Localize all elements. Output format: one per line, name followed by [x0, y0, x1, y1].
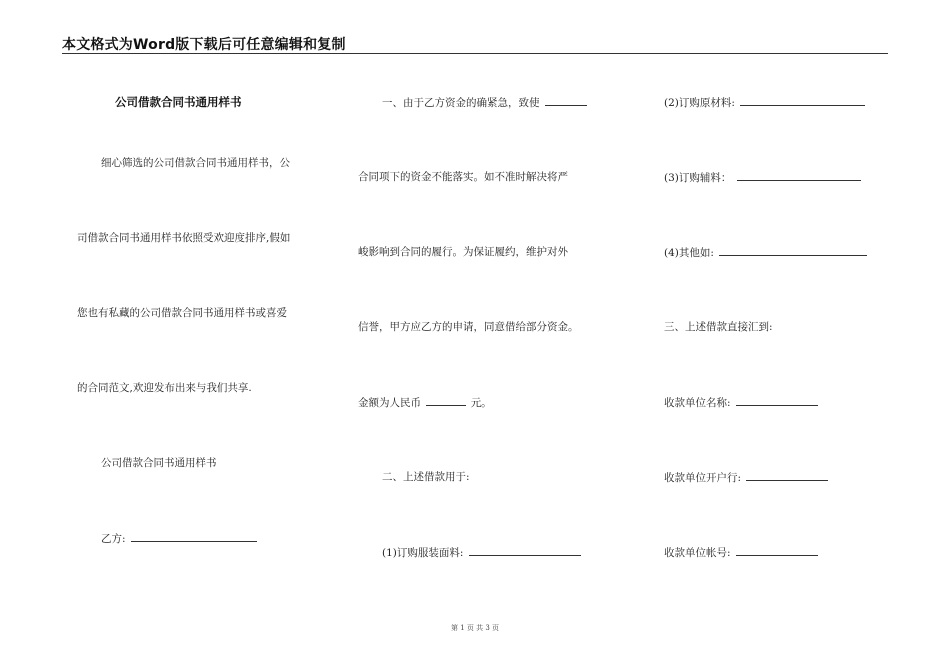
clause1-line-4: 信誉，甲方应乙方的申请，同意借给部分资金。: [358, 321, 579, 333]
item2-blank[interactable]: [740, 94, 865, 106]
amount-row: [358, 394, 492, 410]
payee-name-label: 收款单位名称:: [664, 397, 731, 409]
header-divider: [62, 53, 888, 54]
item4-label: (4)其他如:: [664, 247, 714, 259]
item4-blank[interactable]: [719, 244, 867, 256]
clause1-line-1-row: [382, 94, 587, 110]
party-b-label: 乙方:: [101, 533, 126, 545]
payee-account-label: 收款单位帐号:: [664, 547, 731, 559]
clause1-line-1: 一、由于乙方资金的确紧急，致使: [382, 97, 540, 109]
payee-account-row: [664, 544, 818, 560]
item1-blank[interactable]: [469, 544, 581, 556]
payee-account-blank[interactable]: [736, 544, 818, 556]
intro-line-1: 细心筛选的公司借款合同书通用样书，公: [101, 157, 290, 169]
payee-bank-row: [664, 469, 828, 485]
amount-blank[interactable]: [426, 394, 466, 406]
item1-label: (1)订购服装面料:: [382, 547, 464, 559]
payee-name-blank[interactable]: [736, 394, 818, 406]
amount-suffix: 元。: [470, 397, 492, 409]
item3-row: [664, 169, 861, 185]
item2-row: [664, 94, 865, 110]
amount-prefix: 金额为人民币: [358, 397, 421, 409]
contract-title: 公司借款合同书通用样书: [115, 95, 242, 109]
intro-line-4: 的合同范文,欢迎发布出来与我们共享.: [77, 382, 252, 394]
party-b-row: [101, 530, 257, 546]
section2-heading: 二、上述借款用于:: [382, 471, 470, 483]
item2-label: (2)订购原材料:: [664, 97, 735, 109]
item3-blank[interactable]: [737, 169, 861, 181]
intro-line-3: 您也有私藏的公司借款合同书通用样书或喜爱: [77, 307, 287, 319]
party-b-blank[interactable]: [131, 530, 257, 542]
clause1-line-3: 峻影响到合同的履行。为保证履约，维护对外: [358, 246, 568, 258]
section3-heading: 三、上述借款直接汇到:: [664, 321, 773, 333]
intro-line-2: 司借款合同书通用样书依照受欢迎度排序,假如: [77, 232, 291, 244]
payee-bank-label: 收款单位开户行:: [664, 472, 742, 484]
contract-subtitle: 公司借款合同书通用样书: [101, 457, 217, 469]
page-number: 第 1 页 共 3 页: [450, 624, 500, 632]
clause1-line-2: 合同项下的资金不能落实。如不准时解决将严: [358, 171, 568, 183]
payee-name-row: [664, 394, 818, 410]
item4-row: [664, 244, 867, 260]
item1-row: [382, 544, 581, 560]
document-header-note: 本文格式为Word版下载后可任意编辑和复制: [62, 37, 346, 53]
clause1-blank[interactable]: [545, 94, 587, 106]
payee-bank-blank[interactable]: [746, 469, 828, 481]
item3-label: (3)订购辅料：: [664, 172, 732, 184]
